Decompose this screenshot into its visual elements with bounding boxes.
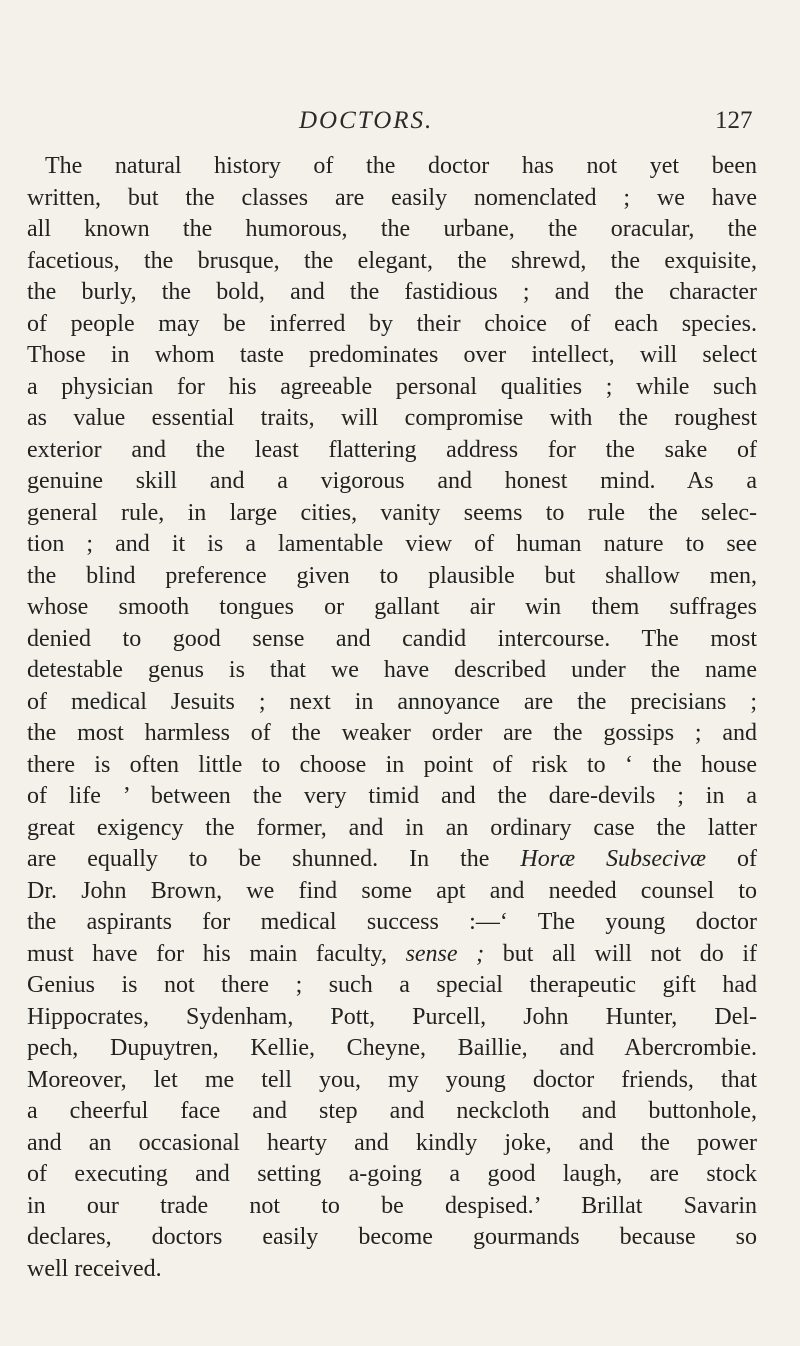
line-text: facetious, the brusque, the elegant, the shrewd, the exquisite, — [27, 247, 757, 274]
line-text: well received. — [27, 1255, 162, 1282]
text-line — [27, 183, 757, 215]
line-text: written, but the classes are easily nomenclated ; we have — [27, 184, 757, 211]
line-text: of medical Jesuits ; next in annoyance are the precisians ; — [27, 688, 757, 715]
line-text: great exigency the former, and in an ordinary case the latter — [27, 814, 757, 841]
text-line — [27, 277, 757, 309]
line-text: as value essential traits, will compromise with the roughest — [27, 405, 757, 431]
italic-book-title: Horæ Subsecivæ — [520, 846, 707, 872]
line-text: the aspirants for medical success :—‘ The young doctor — [27, 909, 757, 935]
text-line — [27, 876, 757, 908]
text-line — [27, 781, 757, 813]
line-text: the most harmless of the weaker order are the gossips ; and — [27, 720, 757, 746]
text-line — [27, 1159, 757, 1191]
text-line — [27, 718, 757, 750]
text-line — [27, 655, 757, 687]
text-line — [27, 907, 757, 939]
line-text: general rule, in large cities, vanity seems to rule the selec- — [27, 499, 757, 526]
text-line — [27, 1096, 757, 1128]
text-line — [27, 246, 757, 278]
text-line — [27, 498, 757, 530]
line-text: and an occasional hearty and kindly joke, and the power — [27, 1129, 757, 1156]
text-line — [27, 624, 757, 656]
text-line — [27, 466, 757, 498]
line-text: exterior and the least flattering address for the sake of — [27, 436, 757, 463]
line-text: of executing and setting a-going a good laugh, are stock — [27, 1161, 757, 1187]
text-line — [27, 151, 757, 183]
text-line — [27, 970, 757, 1002]
line-text: Hippocrates, Sydenham, Pott, Purcell, John Hunter, Del- — [27, 1003, 757, 1030]
text-line — [27, 372, 757, 404]
text-line — [27, 309, 757, 341]
text-line — [27, 687, 757, 719]
line-text: Genius is not there ; such a special therapeutic gift had — [27, 972, 757, 998]
text-line — [27, 844, 757, 876]
text-line — [27, 1254, 757, 1286]
line-text: pech, Dupuytren, Kellie, Cheyne, Baillie, and Abercrombie. — [27, 1035, 757, 1061]
text-line — [27, 435, 757, 467]
line-text: the blind preference given to plausible but shallow men, — [27, 562, 757, 589]
text-line — [27, 813, 757, 845]
text-line — [27, 939, 757, 971]
line-text: there is often little to choose in point of risk to ‘ the house — [27, 751, 757, 778]
line-text: a physician for his agreeable personal qualities ; while such — [27, 373, 757, 400]
text-line — [27, 592, 757, 624]
line-text-continuation: but all will not do if — [484, 940, 757, 967]
text-line — [27, 561, 757, 593]
text-line — [27, 214, 757, 246]
italic-emphasis: sense ; — [405, 940, 485, 967]
line-text: denied to good sense and candid intercourse. The most — [27, 625, 757, 652]
text-line — [27, 340, 757, 372]
text-line — [27, 1033, 757, 1065]
line-text: all known the humorous, the urbane, the oracular, the — [27, 216, 757, 242]
running-head — [0, 104, 800, 138]
line-text: whose smooth tongues or gallant air win them suffrages — [27, 594, 757, 620]
text-line — [27, 1128, 757, 1160]
text-line — [27, 750, 757, 782]
line-text: the burly, the bold, and the fastidious ; and the character — [27, 279, 757, 305]
text-line — [27, 1191, 757, 1223]
line-text: a cheerful face and step and neckcloth and buttonhole, — [27, 1098, 757, 1124]
text-line — [27, 529, 757, 561]
line-text: in our trade not to be despised.’ Brillat Savarin — [27, 1192, 757, 1219]
line-text: must have for his main faculty, — [27, 940, 406, 967]
body-paragraph — [27, 151, 757, 1285]
running-title: DOCTORS. — [299, 107, 434, 134]
line-text: are equally to be shunned. In the — [27, 846, 521, 872]
text-line — [27, 1222, 757, 1254]
line-text: genuine skill and a vigorous and honest mind. As a — [27, 468, 757, 494]
line-text-continuation: of — [706, 846, 758, 872]
line-text: tion ; and it is a lamentable view of human nature to see — [27, 531, 757, 557]
line-text: of people may be inferred by their choice of each species. — [27, 310, 757, 337]
line-text: of life ’ between the very timid and the dare-devils ; in a — [27, 783, 757, 809]
page-number: 127 — [715, 107, 753, 134]
line-text: Moreover, let me tell you, my young doctor friends, that — [27, 1066, 757, 1093]
line-text: Dr. John Brown, we find some apt and needed counsel to — [27, 877, 757, 904]
line-text: Those in whom taste predominates over intellect, will select — [27, 342, 757, 368]
line-text: declares, doctors easily become gourmands because so — [27, 1224, 757, 1250]
line-text: The natural history of the doctor has not yet been — [45, 153, 757, 179]
line-text: detestable genus is that we have described under the name — [27, 657, 757, 683]
text-line — [27, 1065, 757, 1097]
text-line — [27, 1002, 757, 1034]
text-line — [27, 403, 757, 435]
